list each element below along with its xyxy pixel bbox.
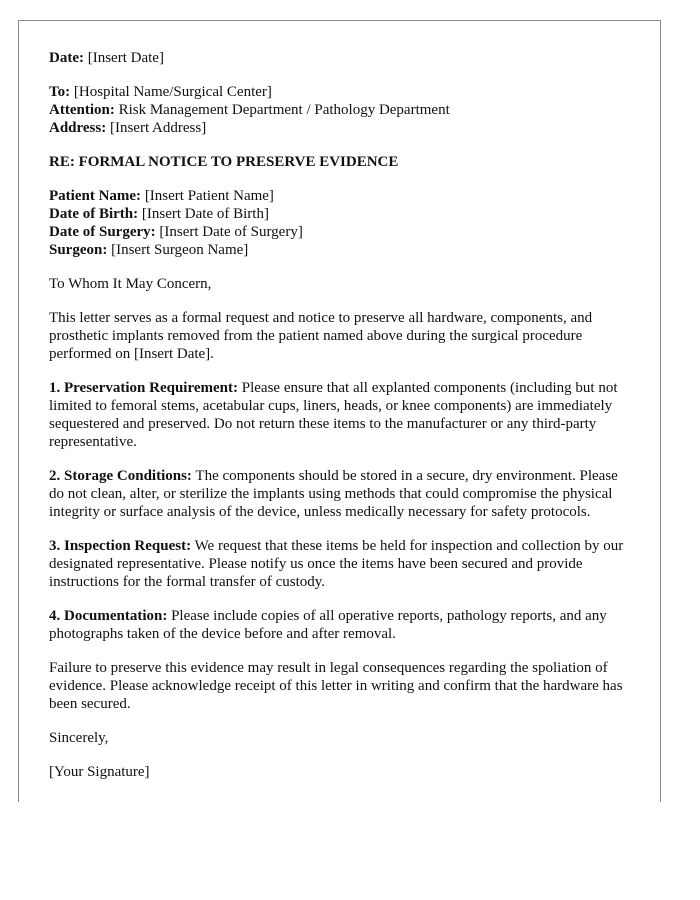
section-text: Please include copies of all operative reports, pathology reports, and any photographs taken of the device before and after removal. bbox=[49, 608, 607, 642]
section-documentation bbox=[49, 607, 630, 643]
surgeon-line bbox=[49, 241, 630, 259]
section-text: Please ensure that all explanted components (including but not limited to femoral stems, acetabular cups, liners, heads, or knee components) are immediately sequestered and preserved. Do not return these items to the manufacturer or any third-party representative. bbox=[49, 380, 618, 450]
date-value: [Insert Date] bbox=[87, 50, 164, 66]
surgeon-label: Surgeon: bbox=[49, 242, 108, 258]
patient-name-line bbox=[49, 187, 630, 205]
surgeon-value: [Insert Surgeon Name] bbox=[111, 242, 249, 258]
surgery-date-value: [Insert Date of Surgery] bbox=[159, 224, 303, 240]
intro-paragraph: This letter serves as a formal request and notice to preserve all hardware, components, and prosthetic implants removed from the patient named above during the surgical procedure performed on [Insert Date]. bbox=[49, 310, 593, 362]
sign-off: Sincerely, bbox=[49, 730, 109, 746]
to-value: [Hospital Name/Surgical Center] bbox=[73, 84, 272, 100]
closing-paragraph: Failure to preserve this evidence may result in legal consequences regarding the spoliation of evidence. Please acknowledge receipt of this letter in writing and confirm that the hardware has been secured. bbox=[49, 660, 623, 712]
address-label: Address: bbox=[49, 120, 107, 136]
attention-value: Risk Management Department / Pathology Department bbox=[118, 102, 450, 118]
surgery-date-line bbox=[49, 223, 630, 241]
date-block bbox=[49, 49, 630, 67]
to-line bbox=[49, 83, 630, 101]
to-label: To: bbox=[49, 84, 71, 100]
address-line bbox=[49, 119, 630, 137]
section-storage bbox=[49, 467, 630, 521]
patient-name-label: Patient Name: bbox=[49, 188, 142, 204]
patient-info-block bbox=[49, 187, 630, 259]
salutation: To Whom It May Concern, bbox=[49, 276, 212, 292]
patient-name-value: [Insert Patient Name] bbox=[144, 188, 274, 204]
subject-line: RE: FORMAL NOTICE TO PRESERVE EVIDENCE bbox=[49, 154, 399, 170]
surgery-date-label: Date of Surgery: bbox=[49, 224, 156, 240]
section-text: The components should be stored in a secure, dry environment. Please do not clean, alter, or sterilize the implants using methods that could compromise the physical integrity or surface analysis of the device, unless medically necessary for safety protocols. bbox=[49, 468, 618, 520]
section-preservation bbox=[49, 379, 630, 451]
section-heading: 4. Documentation: bbox=[49, 608, 168, 624]
attention-label: Attention: bbox=[49, 102, 115, 118]
section-heading: 1. Preservation Requirement: bbox=[49, 380, 238, 396]
date-label: Date: bbox=[49, 50, 84, 66]
dob-label: Date of Birth: bbox=[49, 206, 139, 222]
dob-value: [Insert Date of Birth] bbox=[141, 206, 269, 222]
section-heading: 2. Storage Conditions: bbox=[49, 468, 192, 484]
dob-line bbox=[49, 205, 630, 223]
address-value: [Insert Address] bbox=[109, 120, 207, 136]
section-heading: 3. Inspection Request: bbox=[49, 538, 192, 554]
section-inspection bbox=[49, 537, 630, 591]
recipient-block bbox=[49, 83, 630, 137]
signature-placeholder: [Your Signature] bbox=[49, 764, 150, 780]
section-text: We request that these items be held for inspection and collection by our designated representative. Please notify us once the items have been secured and provide instructions for the formal transfer of custody. bbox=[49, 538, 624, 590]
letter-page bbox=[18, 20, 661, 802]
attention-line bbox=[49, 101, 630, 119]
